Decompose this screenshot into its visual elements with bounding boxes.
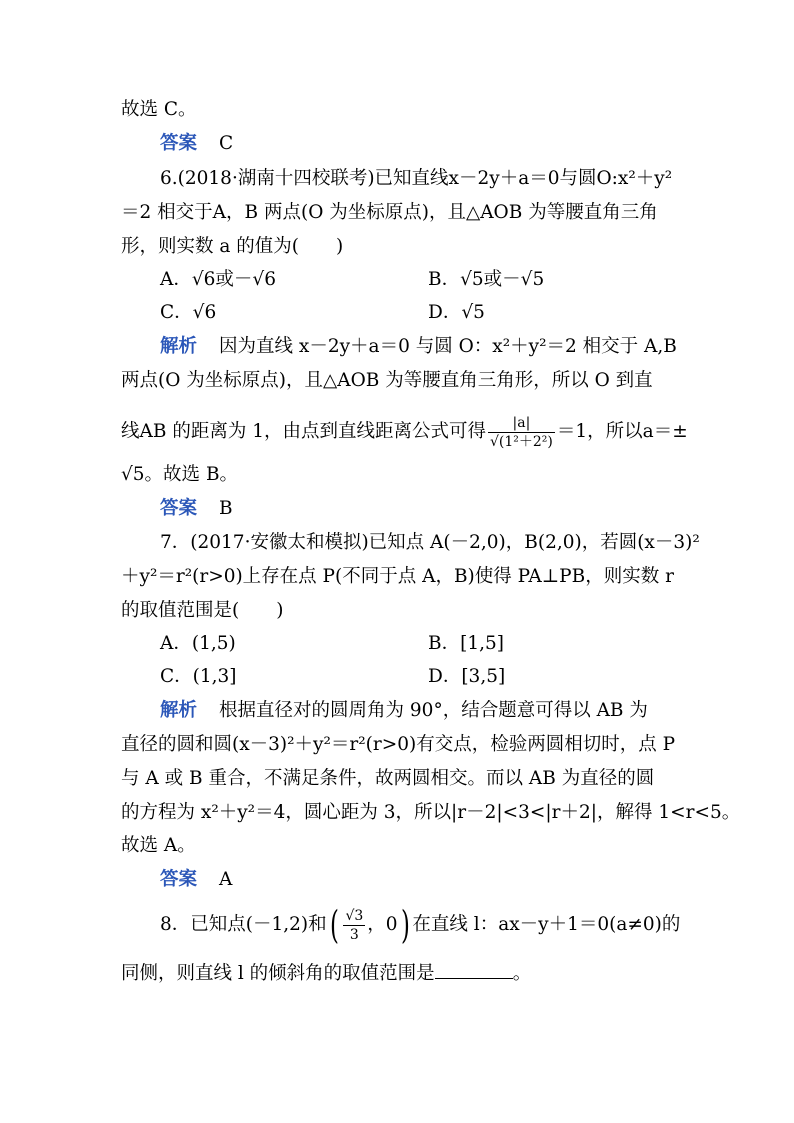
option-a: A．√6或－√6 xyxy=(160,269,276,290)
question-text: 在直线 l：ax－y＋1＝0(a≠0)的 xyxy=(412,914,681,935)
option-d: D．√5 xyxy=(428,302,485,323)
question-7-line: 7．(2017·安徽太和模拟)已知点 A(－2,0)，B(2,0)，若圆(x－3)² xyxy=(160,532,700,553)
answer-label: 答案 xyxy=(160,869,198,890)
solution-line: 的方程为 x²＋y²＝4，圆心距为 3，所以|r－2|<3<|r＋2|，解得 1<r<5。 xyxy=(121,802,741,823)
option-b: B．√5或－√5 xyxy=(428,269,545,290)
solution-line xyxy=(121,405,688,459)
option-d: D．[3,5] xyxy=(428,666,506,687)
solution-label: 解析 xyxy=(160,336,198,357)
solution-text: 因为直线 x－2y＋a＝0 与圆 O：x²＋y²＝2 相交于 A,B xyxy=(219,336,677,357)
fraction-denominator: 3 xyxy=(349,926,359,943)
question-6-line: 形，则实数 a 的值为( ) xyxy=(121,236,344,257)
answer-label: 答案 xyxy=(160,498,198,519)
option-c: C．(1,3] xyxy=(160,666,237,687)
question-text: 8．已知点(－1,2)和 xyxy=(160,914,327,935)
question-7-line: 的取值范围是( ) xyxy=(121,600,284,621)
fraction-denominator: √(1²＋2²) xyxy=(490,433,553,450)
solution-line: 故选 A。 xyxy=(121,835,196,856)
solution-text: 根据直径对的圆周角为 90°，结合题意可得以 AB 为 xyxy=(219,700,648,721)
point-coordinate: ，0 xyxy=(367,914,398,935)
question-8-line xyxy=(160,896,681,954)
solution-line: 直径的圆和圆(x－3)²＋y²＝r²(r>0)有交点，检验两圆相切时，点 P xyxy=(121,734,676,755)
solution-line xyxy=(160,334,677,360)
solution-line: 与 A 或 B 重合，不满足条件，故两圆相交。而以 AB 为直径的圆 xyxy=(121,768,655,789)
answer-value: B xyxy=(219,498,233,519)
answer-line xyxy=(160,867,677,893)
answer-value: C xyxy=(219,133,234,154)
question-text: 同侧，则直线 l 的倾斜角的取值范围是 xyxy=(121,963,435,984)
solution-line xyxy=(160,698,677,724)
solution-text: ＝1，所以a＝± xyxy=(556,421,688,442)
solution-text: 线AB 的距离为 1，由点到直线距离公式可得 xyxy=(121,421,486,442)
solution-line: √5。故选 B。 xyxy=(121,464,239,485)
answer-line xyxy=(160,496,677,522)
left-paren: ( xyxy=(329,903,339,947)
question-7-line: ＋y²＝r²(r>0)上存在点 P(不同于点 A，B)使得 PA⊥PB，则实数 r xyxy=(121,566,674,587)
right-paren: ) xyxy=(400,903,410,947)
option-a: A．(1,5) xyxy=(160,633,236,654)
solution-line: 两点(O 为坐标原点)，且△AOB 为等腰直角三角形，所以 O 到直 xyxy=(121,370,653,391)
answer-label: 答案 xyxy=(160,133,198,154)
text-line: 故选 C。 xyxy=(121,99,197,120)
option-b: B．[1,5] xyxy=(428,633,504,654)
fraction-numerator: |a| xyxy=(488,414,555,433)
option-c: C．√6 xyxy=(160,302,217,323)
question-6-line: ＝2 相交于A，B 两点(O 为坐标原点)，且△AOB 为等腰直角三角 xyxy=(121,202,658,223)
point-fraction xyxy=(343,907,365,944)
question-6-line: 6.(2018·湖南十四校联考)已知直线x－2y＋a＝0与圆O:x²＋y² xyxy=(160,168,673,189)
answer-line xyxy=(160,131,677,157)
answer-blank xyxy=(435,960,513,979)
distance-fraction xyxy=(488,414,555,451)
question-text: 。 xyxy=(512,963,532,984)
answer-value: A xyxy=(219,869,233,890)
question-8-line xyxy=(121,960,677,987)
fraction-numerator: √3 xyxy=(345,907,364,924)
solution-label: 解析 xyxy=(160,700,198,721)
